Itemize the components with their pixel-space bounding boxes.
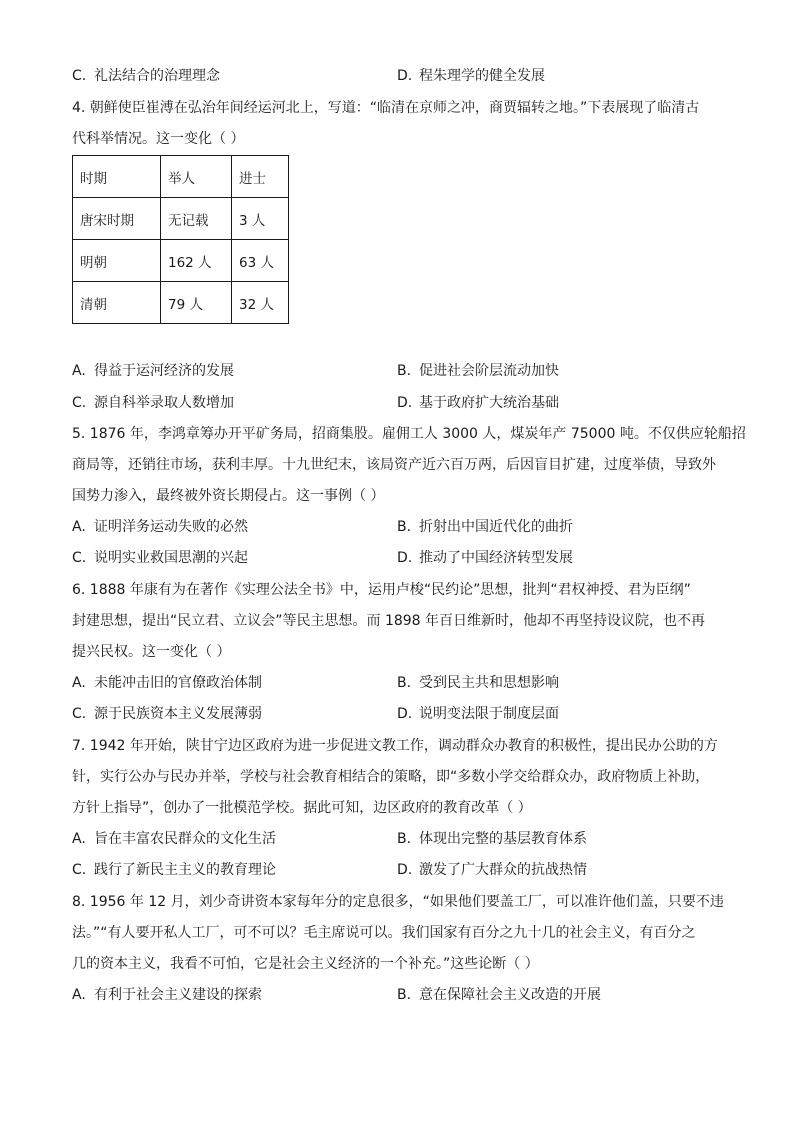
q6-option-d: D. 说明变法限于制度层面 [397,706,559,722]
q6-option-a: A. 未能冲击旧的官僚政治体制 [72,675,262,691]
table-row [73,282,289,324]
q4-option-b: B. 促进社会阶层流动加快 [397,363,559,379]
q8-stem: 8. 1956 年 12 月，刘少奇讲资本家每年分的定息很多，“如果他们要盖工厂，可以准许他们盖，只要不违 法。”“有人要开私人工厂，可不可以？毛主席说可以。我们国家有百分之九十几的社会主义，有百分之 几的资本主义，我看不可怕，它是社会主义经济的一个补充。”这些论断（ ） [72,894,724,972]
table-header-cell: 时期 [73,156,161,198]
q5-option-d: D. 推动了中国经济转型发展 [397,550,573,566]
table-cell: 清朝 [73,282,161,324]
q6-option-b: B. 受到民主共和思想影响 [397,675,559,691]
table-cell: 79 人 [161,282,232,324]
table-cell: 明朝 [73,240,161,282]
q7-stem: 7. 1942 年开始，陕甘宁边区政府为进一步促进文教工作，调动群众办教育的积极性，提出民办公助的方 针，实行公办与民办并举，学校与社会教育相结合的策略，即“多数小学交给群众办，政府物质上补助， 方针上指导”，创办了一批模范学校。据此可知，边区政府的教育改革（ ） [72,738,718,816]
table-row [73,240,289,282]
q5-option-a: A. 证明洋务运动失败的必然 [72,519,248,535]
table-cell: 63 人 [232,240,289,282]
q4-stem: 4. 朝鲜使臣崔溥在弘治年间经运河北上，写道：“临清在京师之冲，商贾辐转之地。”下表展现了临清古 代科举情况。这一变化（ ） [72,100,700,147]
table-cell: 162 人 [161,240,232,282]
q7-option-a: A. 旨在丰富农民群众的文化生活 [72,831,276,847]
table-cell: 唐宋时期 [73,198,161,240]
table-header-cell: 举人 [161,156,232,198]
q4-option-d: D. 基于政府扩大统治基础 [397,395,559,411]
q6-stem: 6. 1888 年康有为在著作《实理公法全书》中，运用卢梭“民约论”思想，批判“君权神授、君为臣纲” 封建思想，提出“民立君、立议会”等民主思想。而 1898 年百日维新时，他却不再坚持设议院，也不再 提兴民权。这一变化（ ） [72,582,706,660]
q4-option-a: A. 得益于运河经济的发展 [72,363,234,379]
q8-option-b: B. 意在保障社会主义改造的开展 [397,987,601,1003]
q5-option-c: C. 说明实业救国思潮的兴起 [72,550,248,566]
q5-option-b: B. 折射出中国近代化的曲折 [397,519,573,535]
q7-option-d: D. 激发了广大群众的抗战热情 [397,862,587,878]
q4-option-c: C. 源自科举录取人数增加 [72,395,234,411]
q4-history-table [72,155,289,324]
q3-option-d: D. 程朱理学的健全发展 [397,68,545,84]
table-cell: 32 人 [232,282,289,324]
table-header-row [73,156,289,198]
table-row [73,198,289,240]
q8-option-a: A. 有利于社会主义建设的探索 [72,987,262,1003]
q6-option-c: C. 源于民族资本主义发展薄弱 [72,706,262,722]
q3-option-c: C. 礼法结合的治理理念 [72,68,220,84]
table-header-cell: 进士 [232,156,289,198]
q7-option-c: C. 践行了新民主主义的教育理论 [72,862,276,878]
table-cell: 3 人 [232,198,289,240]
table-cell: 无记载 [161,198,232,240]
q5-stem: 5. 1876 年，李鸿章筹办开平矿务局，招商集股。雇佣工人 3000 人，煤炭年产 75000 吨。不仅供应轮船招 商局等，还销往市场，获利丰厚。十九世纪末，该局资产近六百万两，后因盲目扩建，过度举债，导致外 国势力渗入，最终被外资长期侵占。这一事例（ ） [72,426,746,504]
q7-option-b: B. 体现出完整的基层教育体系 [397,831,587,847]
